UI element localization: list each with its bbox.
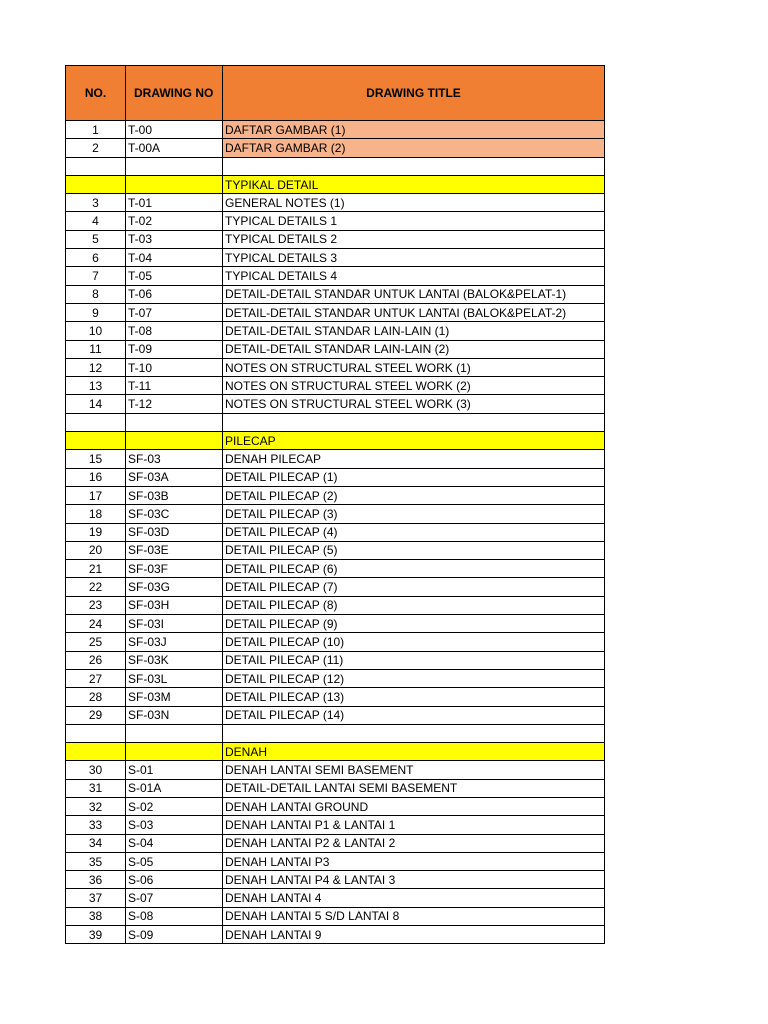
cell-drawing-no: T-01 [126,194,223,212]
cell-drawing-title: NOTES ON STRUCTURAL STEEL WORK (2) [223,377,605,395]
cell-drawing-no: T-02 [126,212,223,230]
cell-drawing-title: DENAH LANTAI P2 & LANTAI 2 [223,834,605,852]
cell-drawing-title: DENAH LANTAI P4 & LANTAI 3 [223,871,605,889]
cell-drawing-no: T-04 [126,249,223,267]
table-row [66,761,605,779]
cell-drawing-title: DETAIL PILECAP (11) [223,651,605,669]
cell-no: 15 [66,450,126,468]
table-body [66,121,605,944]
cell-no: 13 [66,377,126,395]
cell-drawing-title: TYPICAL DETAILS 2 [223,230,605,248]
table-row [66,486,605,504]
cell-drawing-title: NOTES ON STRUCTURAL STEEL WORK (1) [223,358,605,376]
blank-row [66,157,605,175]
table-row [66,505,605,523]
cell-drawing-title: DETAIL PILECAP (1) [223,468,605,486]
cell-no: 27 [66,669,126,687]
table-row [66,139,605,157]
table-row [66,194,605,212]
cell-no: 33 [66,816,126,834]
cell-drawing-title: TYPICAL DETAILS 1 [223,212,605,230]
cell-drawing-no: SF-03K [126,651,223,669]
cell-drawing-no [126,724,223,742]
cell-drawing-no: SF-03A [126,468,223,486]
cell-drawing-title: TYPIKAL DETAIL [223,175,605,193]
cell-no: 38 [66,907,126,925]
table-row [66,834,605,852]
cell-drawing-no: S-07 [126,889,223,907]
cell-drawing-no: SF-03J [126,633,223,651]
cell-drawing-title: DENAH LANTAI GROUND [223,797,605,815]
table-row [66,852,605,870]
cell-drawing-title: DENAH LANTAI P1 & LANTAI 1 [223,816,605,834]
cell-drawing-title: DETAIL PILECAP (3) [223,505,605,523]
cell-no [66,432,126,450]
cell-drawing-title: DAFTAR GAMBAR (1) [223,121,605,139]
cell-drawing-title: DETAIL-DETAIL LANTAI SEMI BASEMENT [223,779,605,797]
cell-drawing-title: DETAIL-DETAIL STANDAR UNTUK LANTAI (BALOK&PELAT-2) [223,303,605,321]
cell-no: 12 [66,358,126,376]
table-row [66,779,605,797]
cell-no: 32 [66,797,126,815]
table-row [66,303,605,321]
cell-drawing-no [126,743,223,761]
cell-drawing-title: DENAH LANTAI 5 S/D LANTAI 8 [223,907,605,925]
cell-no: 6 [66,249,126,267]
cell-no: 22 [66,578,126,596]
cell-drawing-title: DENAH LANTAI 4 [223,889,605,907]
cell-drawing-title: DETAIL PILECAP (7) [223,578,605,596]
cell-drawing-no: T-05 [126,267,223,285]
cell-no: 7 [66,267,126,285]
table-row [66,285,605,303]
cell-no: 9 [66,303,126,321]
section-row [66,432,605,450]
table-row [66,688,605,706]
cell-no: 3 [66,194,126,212]
cell-drawing-no: S-02 [126,797,223,815]
table-row [66,541,605,559]
cell-drawing-no: T-11 [126,377,223,395]
table-row [66,907,605,925]
table-row [66,871,605,889]
cell-drawing-no: SF-03D [126,523,223,541]
cell-drawing-title: DETAIL PILECAP (9) [223,615,605,633]
cell-no: 30 [66,761,126,779]
cell-drawing-no: T-10 [126,358,223,376]
section-row [66,743,605,761]
blank-row [66,413,605,431]
table-row [66,121,605,139]
cell-drawing-no: SF-03H [126,596,223,614]
cell-no: 28 [66,688,126,706]
table-row [66,560,605,578]
cell-drawing-no: SF-03M [126,688,223,706]
cell-no: 5 [66,230,126,248]
cell-no: 8 [66,285,126,303]
cell-no: 37 [66,889,126,907]
cell-drawing-title [223,157,605,175]
table-row [66,816,605,834]
header-drawing-title: DRAWING TITLE [223,66,605,121]
table-row [66,358,605,376]
table-row [66,889,605,907]
table-row [66,926,605,944]
cell-no: 11 [66,340,126,358]
cell-drawing-title: DETAIL-DETAIL STANDAR LAIN-LAIN (1) [223,322,605,340]
cell-no: 17 [66,486,126,504]
cell-no [66,157,126,175]
cell-drawing-no [126,432,223,450]
cell-drawing-no: T-07 [126,303,223,321]
cell-drawing-title: DETAIL PILECAP (5) [223,541,605,559]
cell-drawing-no: SF-03C [126,505,223,523]
drawing-list-table [65,65,605,944]
cell-drawing-no: S-01A [126,779,223,797]
cell-drawing-no: SF-03F [126,560,223,578]
cell-drawing-no: S-03 [126,816,223,834]
header-drawing-no: DRAWING NO [126,66,223,121]
table-row [66,395,605,413]
cell-drawing-no: S-09 [126,926,223,944]
cell-drawing-no: T-12 [126,395,223,413]
cell-drawing-no: SF-03 [126,450,223,468]
cell-drawing-no: T-09 [126,340,223,358]
cell-drawing-no: S-08 [126,907,223,925]
cell-drawing-no: T-06 [126,285,223,303]
cell-drawing-title: TYPICAL DETAILS 3 [223,249,605,267]
cell-drawing-title: DETAIL PILECAP (13) [223,688,605,706]
table-row [66,523,605,541]
table-row [66,651,605,669]
cell-no [66,724,126,742]
header-no: NO. [66,66,126,121]
table-row [66,450,605,468]
table-row [66,596,605,614]
cell-no: 29 [66,706,126,724]
cell-no: 4 [66,212,126,230]
cell-no: 24 [66,615,126,633]
table-row [66,249,605,267]
table-row [66,633,605,651]
cell-no [66,743,126,761]
table-row [66,669,605,687]
cell-no: 23 [66,596,126,614]
table-row [66,797,605,815]
cell-drawing-no: SF-03B [126,486,223,504]
table-row [66,212,605,230]
cell-drawing-no: SF-03N [126,706,223,724]
cell-no: 19 [66,523,126,541]
cell-drawing-title: DENAH LANTAI P3 [223,852,605,870]
table-row [66,230,605,248]
cell-drawing-title: DETAIL PILECAP (2) [223,486,605,504]
table-row [66,578,605,596]
cell-drawing-title: DENAH [223,743,605,761]
cell-drawing-no: SF-03E [126,541,223,559]
table-row [66,322,605,340]
cell-drawing-no: S-06 [126,871,223,889]
cell-drawing-no [126,157,223,175]
cell-no [66,413,126,431]
cell-no: 16 [66,468,126,486]
cell-no: 34 [66,834,126,852]
cell-no: 10 [66,322,126,340]
cell-drawing-no [126,413,223,431]
cell-no: 2 [66,139,126,157]
cell-drawing-no: SF-03G [126,578,223,596]
cell-drawing-title: DETAIL PILECAP (12) [223,669,605,687]
table-header [66,66,605,121]
cell-drawing-title: DENAH LANTAI SEMI BASEMENT [223,761,605,779]
cell-drawing-no: T-03 [126,230,223,248]
cell-drawing-no: T-00 [126,121,223,139]
table-row [66,340,605,358]
cell-drawing-title: DETAIL PILECAP (10) [223,633,605,651]
cell-drawing-title: DETAIL-DETAIL STANDAR UNTUK LANTAI (BALOK&PELAT-1) [223,285,605,303]
table-row [66,615,605,633]
cell-drawing-no [126,175,223,193]
cell-drawing-no: SF-03I [126,615,223,633]
cell-drawing-title [223,413,605,431]
table-row [66,468,605,486]
cell-no: 39 [66,926,126,944]
cell-no: 26 [66,651,126,669]
cell-drawing-no: T-08 [126,322,223,340]
cell-drawing-title: DETAIL PILECAP (14) [223,706,605,724]
cell-no: 31 [66,779,126,797]
cell-drawing-no: S-05 [126,852,223,870]
cell-drawing-title: DETAIL-DETAIL STANDAR LAIN-LAIN (2) [223,340,605,358]
cell-no: 21 [66,560,126,578]
cell-drawing-title: TYPICAL DETAILS 4 [223,267,605,285]
cell-drawing-title: DAFTAR GAMBAR (2) [223,139,605,157]
cell-drawing-title [223,724,605,742]
cell-drawing-title: DENAH LANTAI 9 [223,926,605,944]
table-row [66,706,605,724]
cell-no [66,175,126,193]
cell-drawing-title: DETAIL PILECAP (4) [223,523,605,541]
cell-drawing-title: PILECAP [223,432,605,450]
blank-row [66,724,605,742]
table-row [66,377,605,395]
table-row [66,267,605,285]
cell-no: 14 [66,395,126,413]
cell-no: 20 [66,541,126,559]
cell-no: 35 [66,852,126,870]
cell-drawing-title: DETAIL PILECAP (8) [223,596,605,614]
cell-drawing-no: S-04 [126,834,223,852]
cell-drawing-no: T-00A [126,139,223,157]
cell-drawing-title: NOTES ON STRUCTURAL STEEL WORK (3) [223,395,605,413]
cell-no: 18 [66,505,126,523]
cell-no: 36 [66,871,126,889]
section-row [66,175,605,193]
cell-drawing-no: S-01 [126,761,223,779]
cell-no: 25 [66,633,126,651]
cell-drawing-title: DENAH PILECAP [223,450,605,468]
cell-no: 1 [66,121,126,139]
cell-drawing-title: DETAIL PILECAP (6) [223,560,605,578]
cell-drawing-no: SF-03L [126,669,223,687]
cell-drawing-title: GENERAL NOTES (1) [223,194,605,212]
